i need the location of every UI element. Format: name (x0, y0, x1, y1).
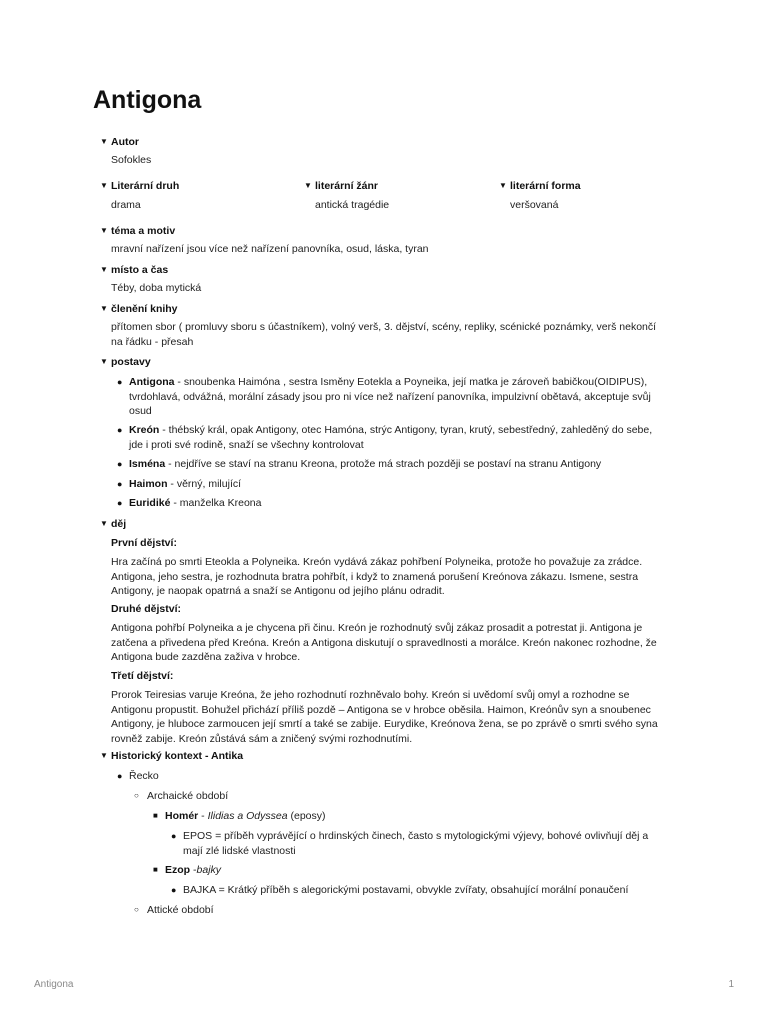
zanr-value: antická tragédie (315, 199, 390, 211)
toggle-misto[interactable] (100, 263, 169, 278)
toggle-tema[interactable] (100, 224, 176, 239)
recko-label: Řecko (129, 770, 159, 782)
bullet-icon: ● (117, 771, 123, 781)
autor-value: Sofokles (111, 154, 152, 166)
triangle-down-icon[interactable]: ▼ (100, 751, 108, 760)
page-title: Antigona (93, 86, 202, 114)
text-line: Antigona pohřbí Polyneika a je chycena při činu. Kreón je rozhodnutý svůj zákaz prosadit a potrestat ji. Antigona je (111, 622, 643, 634)
toggle-label-postavy: postavy (111, 356, 151, 368)
toggle-label-dej: děj (111, 518, 127, 530)
list-item-atticke (134, 903, 214, 918)
list-item-antigona (117, 375, 651, 419)
toggle-label-forma: literární forma (510, 180, 581, 192)
text-line: Antigony, je naopak opatrná a snaží se Antigonu od jejího plánu odradit. (111, 585, 445, 597)
text-line: Antigonu propustit. Bohužel přichází příliš pozdě – Antigona se v hrobce oběsila. Haimon, Kreónův syn a snoubenec (111, 703, 651, 716)
text-line: Hra začíná po smrti Eteokla a Polyneika. Kreón vydává zákaz pohřbení Polyneika, protože ho považuje za zrádce. (111, 556, 643, 568)
list-item-kreon (117, 423, 653, 452)
homer-works: Ilidias a Odyssea (207, 810, 288, 822)
toggle-dej[interactable] (100, 517, 127, 532)
circle-bullet-icon: ○ (134, 905, 139, 914)
druh-value: drama (111, 199, 141, 211)
page-number: 1 (728, 979, 734, 990)
text-line: BAJKA = Krátký příběh s alegorickými postavami, obvykle zvířaty, obsahující morální ponaučení (183, 884, 629, 896)
list-item-recko (117, 769, 159, 784)
character-desc: - snoubenka Haimóna , sestra Isměny Eotekla a Poyneika, její matka je zároveň babičkou(OIDIPUS), (174, 376, 648, 388)
character-desc: - nejdříve se staví na stranu Kreona, protože má strach později se postaví na stranu Antigony (165, 458, 602, 470)
square-bullet-icon: ■ (153, 865, 158, 874)
bullet-icon: ● (117, 459, 123, 469)
triangle-down-icon[interactable]: ▼ (100, 137, 108, 146)
kontext-bold: Antika (210, 750, 244, 762)
kontext-prefix: Historický kontext - (111, 750, 211, 762)
toggle-literarni-druh[interactable] (100, 179, 180, 194)
triangle-down-icon[interactable]: ▼ (100, 226, 108, 235)
list-item-euridike (117, 496, 262, 511)
bullet-icon: ● (117, 377, 123, 387)
act-title: Třetí dějství: (111, 670, 174, 682)
homer-extra: (eposy) (287, 810, 326, 822)
text-line: přítomen sbor ( promluvy sboru s účastníkem), volný verš, 3. dějství, scény, repliky, scénické poznámky, verš nekončí (111, 321, 657, 333)
text-line: EPOS = příběh vyprávějící o hrdinských činech, často s mytologickými výjevy, bohové ovlivňují děj a (183, 830, 649, 842)
triangle-down-icon[interactable]: ▼ (100, 357, 108, 366)
text-line: tvrdohlavá, odvážná, morální zásady jsou pro ni více než nařízení panovníka, impulzivní obětavá, akceptuje svůj (129, 390, 651, 403)
character-name: Antigona (129, 376, 175, 388)
misto-value: Téby, doba mytická (111, 282, 202, 294)
ezop-works: bajky (196, 864, 222, 876)
act-text (111, 688, 658, 746)
homer-sep: - (198, 810, 208, 822)
toggle-label-autor: Autor (111, 136, 139, 148)
triangle-down-icon[interactable]: ▼ (100, 304, 108, 313)
triangle-down-icon[interactable]: ▼ (499, 181, 507, 190)
character-name: Euridiké (129, 497, 171, 509)
list-item-bajka (171, 883, 629, 898)
ezop-sep: - (190, 864, 197, 876)
character-desc: - thébský král, opak Antigony, otec Hamóna, strýc Antigony, tyran, krutý, sebestředný, zahleděný do sebe, (159, 424, 653, 436)
square-bullet-icon: ■ (153, 811, 158, 820)
triangle-down-icon[interactable]: ▼ (304, 181, 312, 190)
character-name: Kreón (129, 424, 160, 436)
toggle-label-zanr: literární žánr (315, 180, 379, 192)
triangle-down-icon[interactable]: ▼ (100, 265, 108, 274)
text-line: Prorok Teiresias varuje Kreóna, že jeho rozhodnutí rozhněvalo bohy. Kreón si uvědomí svůj omyl a rozhodne se (111, 689, 630, 701)
text-line: na řádku - přesah (111, 335, 194, 348)
atticke-label: Attické období (147, 904, 214, 916)
bullet-icon: ● (117, 479, 123, 489)
list-item-ezop (153, 863, 222, 878)
character-desc: - manželka Kreona (170, 497, 262, 509)
text-line: Antigony, je hluboce zarmoucen její smrtí a také se zabije. Eurydike, Kreónova žena, se po zprávě o smrti svého syna (111, 718, 658, 730)
list-item-archaicke (134, 789, 229, 804)
toggle-label-cleneni: členění knihy (111, 303, 178, 315)
cleneni-text (111, 320, 656, 349)
homer-name: Homér (165, 810, 199, 822)
list-item-haimon (117, 477, 242, 492)
toggle-autor[interactable] (100, 135, 139, 150)
list-item-epos (171, 829, 649, 858)
toggle-label-misto: místo a čas (111, 264, 169, 276)
text-line: osud (129, 405, 152, 417)
toggle-literarni-zanr[interactable] (304, 179, 379, 194)
character-name: Isména (129, 458, 166, 470)
text-line: mají zlé lidské vlastnosti (183, 844, 296, 857)
act-text (111, 621, 657, 665)
act-title: První dějství: (111, 537, 177, 549)
archaicke-label: Archaické období (147, 790, 229, 802)
tema-value: mravní nařízení jsou více než nařízení panovníka, osud, láska, tyran (111, 243, 429, 255)
bullet-icon: ● (171, 885, 177, 895)
text-line: rovněž zabije. Kreón zůstává sám a zničený svými rozhodnutími. (111, 732, 413, 745)
bullet-icon: ● (117, 498, 123, 508)
text-line: zatčena a přivedena před Kreóna. Kreón a Antigona diskutují o spravedlnosti a morálce. Kreón nakonec rozhodne, že (111, 636, 657, 649)
triangle-down-icon[interactable]: ▼ (100, 181, 108, 190)
toggle-postavy[interactable] (100, 355, 151, 370)
circle-bullet-icon: ○ (134, 791, 139, 800)
act-text (111, 555, 642, 599)
ezop-name: Ezop (165, 864, 191, 876)
bullet-icon: ● (171, 831, 177, 841)
text-line: Antigona, jeho sestra, je rozhodnuta bratra pohřbít, i když to znamená porušení Kreónova zákazu. Ismene, sestra (111, 570, 639, 583)
triangle-down-icon[interactable]: ▼ (100, 519, 108, 528)
toggle-historicky-kontext[interactable] (100, 749, 244, 764)
character-desc: - věrný, milující (167, 478, 242, 490)
text-line: Antigona bude zazděna zaživa v hrobce. (111, 651, 301, 663)
toggle-label-druh: Literární druh (111, 180, 180, 192)
bullet-icon: ● (117, 425, 123, 435)
toggle-cleneni[interactable] (100, 302, 178, 317)
forma-value: veršovaná (510, 199, 559, 211)
character-name: Haimon (129, 478, 168, 490)
footer-title: Antigona (34, 979, 74, 990)
toggle-label-kontext (111, 749, 243, 764)
act-title: Druhé dějství: (111, 603, 182, 615)
list-item-ismena (117, 457, 602, 472)
toggle-label-tema: téma a motiv (111, 225, 176, 237)
toggle-literarni-forma[interactable] (499, 179, 581, 194)
text-line: jde i proti své rodině, snaží se všechny kontrolovat (129, 438, 364, 451)
list-item-homer (153, 809, 326, 824)
